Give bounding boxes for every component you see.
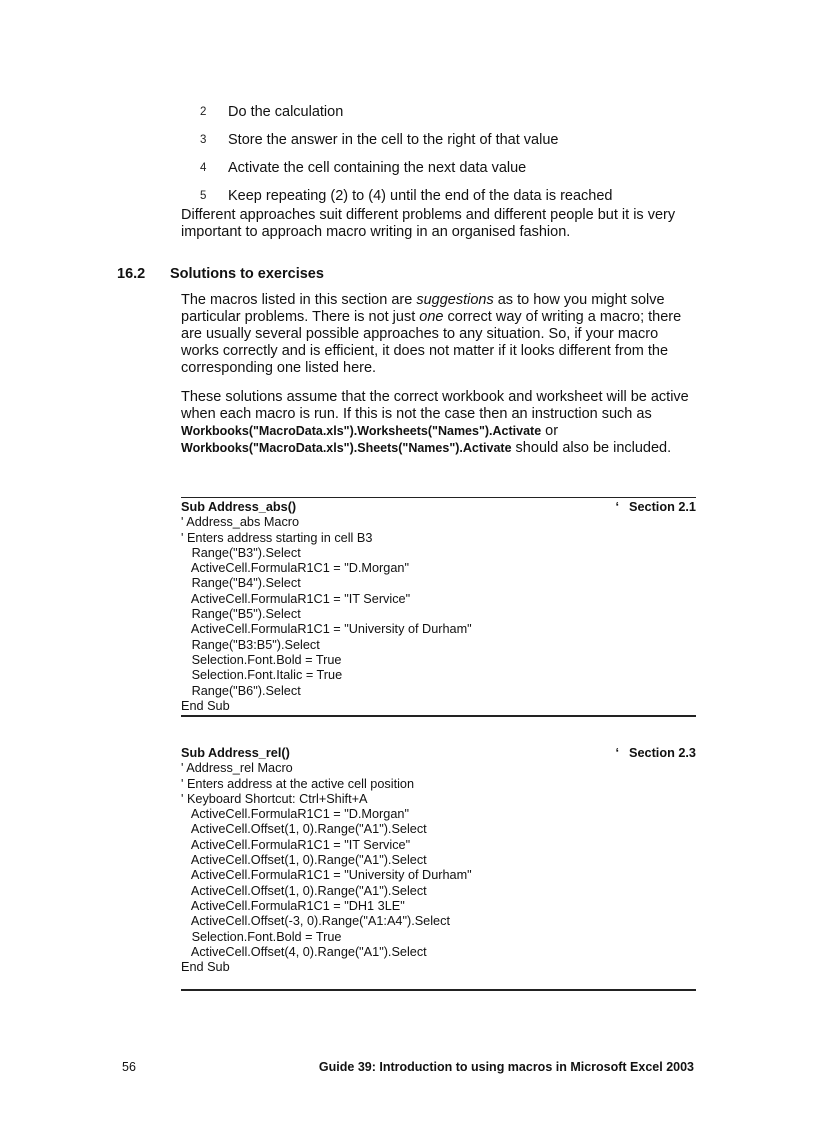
- code-line: ActiveCell.Offset(-3, 0).Range("A1:A4").Select: [181, 914, 450, 929]
- step-text: Do the calculation: [228, 104, 344, 120]
- code-line: ActiveCell.FormulaR1C1 = "University of Durham": [181, 868, 472, 883]
- code-line: End Sub: [181, 960, 230, 975]
- step-number: 4: [200, 162, 207, 174]
- page-number: 56: [122, 1060, 136, 1074]
- numbered-steps: [200, 98, 700, 210]
- step-text: Activate the cell containing the next data value: [228, 160, 527, 176]
- macro-code-block: [181, 746, 696, 991]
- macro-header: [181, 746, 696, 761]
- intro-paragraph: Different approaches suit different problems and different people but it is very important to approach macro writing in an organised fashion.: [181, 207, 676, 240]
- code-line: ActiveCell.FormulaR1C1 = "IT Service": [181, 591, 411, 606]
- step-item: [200, 126, 700, 154]
- code-line: Selection.Font.Bold = True: [181, 652, 342, 667]
- inline-code: Workbooks("MacroData.xls").Worksheets("Names").Activate: [181, 424, 542, 438]
- footer-title: Guide 39: Introduction to using macros in Microsoft Excel 2003: [318, 1060, 694, 1074]
- macro-code-block: [181, 497, 696, 717]
- comment-mark: ‘: [615, 746, 619, 760]
- step-number: 5: [200, 190, 207, 202]
- code-line: Range("B4").Select: [181, 576, 301, 591]
- macro-title: Sub Address_rel(): [181, 746, 290, 760]
- macro-section-ref: [615, 746, 696, 761]
- code-line: ActiveCell.FormulaR1C1 = "University of Durham": [181, 622, 472, 637]
- macro-section: Section 2.3: [629, 746, 696, 760]
- code-line: Range("B3:B5").Select: [181, 637, 320, 652]
- section-title: Solutions to exercises: [170, 266, 324, 282]
- code-line: ActiveCell.Offset(1, 0).Range("A1").Select: [181, 853, 427, 868]
- code-line: ActiveCell.FormulaR1C1 = "IT Service": [181, 837, 411, 852]
- para-text: should also be included.: [511, 440, 672, 456]
- code-line: ActiveCell.Offset(4, 0).Range("A1").Select: [181, 944, 427, 959]
- code-line: ' Enters address at the active cell position: [181, 776, 415, 791]
- step-item: [200, 182, 700, 210]
- step-number: 3: [200, 134, 207, 146]
- code-line: Range("B3").Select: [181, 545, 301, 560]
- comment-mark: ‘: [615, 500, 619, 514]
- step-item: [200, 98, 700, 126]
- inline-code: Workbooks("MacroData.xls").Sheets("Names").Activate: [181, 441, 512, 455]
- bottom-rule: [181, 989, 696, 991]
- step-item: [200, 154, 700, 182]
- para-emphasis: one: [419, 309, 444, 325]
- macro-title: Sub Address_abs(): [181, 500, 297, 514]
- step-text: Keep repeating (2) to (4) until the end of the data is reached: [228, 188, 613, 204]
- para-text: or: [541, 423, 559, 439]
- macro-header: [181, 500, 696, 515]
- solutions-paragraph: [181, 292, 697, 377]
- code-line: Range("B5").Select: [181, 607, 301, 622]
- code-line: ActiveCell.Offset(1, 0).Range("A1").Select: [181, 822, 427, 837]
- bottom-rule: [181, 715, 696, 717]
- para-text: These solutions assume that the correct workbook and worksheet will be active when each macro is run. If this is not the case then an instruction such as: [181, 389, 689, 422]
- code-line: ActiveCell.FormulaR1C1 = "DH1 3LE": [181, 898, 405, 913]
- code-line: Selection.Font.Bold = True: [181, 929, 342, 944]
- code-line: ActiveCell.Offset(1, 0).Range("A1").Select: [181, 883, 427, 898]
- code-line: Range("B6").Select: [181, 683, 301, 698]
- code-line: ActiveCell.FormulaR1C1 = "D.Morgan": [181, 561, 409, 576]
- para-text: as to how you might solve particular problems. There is not just: [181, 292, 665, 325]
- step-number: 2: [200, 106, 207, 118]
- top-rule: [181, 497, 696, 498]
- code-line: ' Address_rel Macro: [181, 761, 293, 776]
- macro-section: Section 2.1: [629, 500, 696, 514]
- assumption-paragraph: [181, 389, 697, 457]
- code-line: ActiveCell.FormulaR1C1 = "D.Morgan": [181, 807, 409, 822]
- code-line: ' Keyboard Shortcut: Ctrl+Shift+A: [181, 791, 368, 806]
- code-line: Selection.Font.Italic = True: [181, 668, 343, 683]
- code-line: End Sub: [181, 698, 230, 713]
- code-line: ' Address_abs Macro: [181, 515, 300, 530]
- para-emphasis: suggestions: [416, 292, 494, 308]
- step-text: Store the answer in the cell to the right of that value: [228, 132, 559, 148]
- para-text: The macros listed in this section are: [181, 292, 417, 308]
- section-number: 16.2: [117, 266, 146, 282]
- code-line: ' Enters address starting in cell B3: [181, 530, 373, 545]
- para-text: correct way of writing a macro; there are usually several possible approaches to any situation. So, if your macro works correctly and is efficient, it does not matter if it looks different from the corresponding one listed here.: [181, 309, 682, 376]
- macro-section-ref: [615, 500, 696, 515]
